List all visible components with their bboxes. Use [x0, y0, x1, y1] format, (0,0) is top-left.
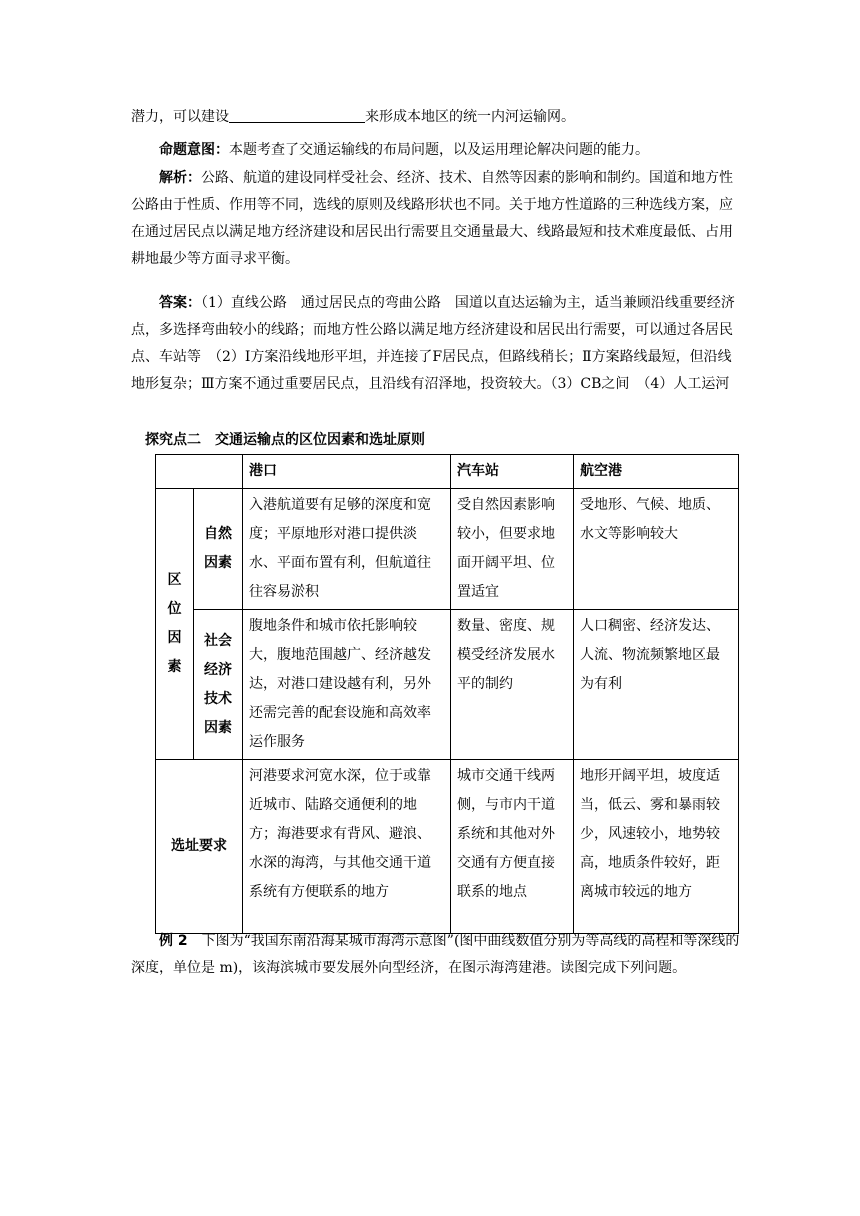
site-airport-cell: 地形开阔平坦，坡度适当，低云、雾和暴雨较少，风速较小，地势较高，地质条件较好，距离城市较远的地方 — [574, 760, 739, 934]
answer-paragraph — [131, 290, 741, 398]
example-paragraph — [131, 928, 741, 982]
example-text: 下图为“我国东南沿海某城市海湾示意图”(图中曲线数值分别为等高线的高程和等深线的深度，单位是 m)，该海滨城市要发展外向型经济，在图示海湾建港。读图完成下列问题。 — [131, 933, 740, 976]
social-port-cell: 腹地条件和城市依托影响较大，腹地范围越广、经济越发达，对港口建设越有利，另外还需完善的配套设施和高效率运作服务 — [243, 610, 451, 760]
natural-bus-cell: 受自然因素影响较小，但要求地面开阔平坦、位置适宜 — [451, 489, 574, 610]
row-label-site: 选址要求 — [156, 760, 243, 934]
site-bus-cell: 城市交通干线两侧，与市内干道系统和其他对外交通有方便直接联系的地点 — [451, 760, 574, 934]
intent-paragraph — [131, 137, 741, 164]
social-label-text: 社会经济技术因素 — [204, 632, 232, 736]
natural-airport-cell: 受地形、气候、地质、水文等影响较大 — [574, 489, 739, 610]
example-label: 例 2 — [159, 933, 188, 949]
analysis-text: 公路、航道的建设同样受社会、经济、技术、自然等因素的影响和制约。国道和地方性公路由于性质、作用等不同，选线的原则及线路形状也不同。关于地方性道路的三种选线方案，应在通过居民点以满足地方经济建设和居民出行需要且交通量最大、线路最短和技术难度最低、占用耕地最少等方面寻求平衡。 — [131, 170, 733, 267]
intro-text-after: 来形成本地区的统一内河运输网。 — [365, 109, 575, 125]
table-row-site — [156, 760, 739, 934]
natural-label-text: 自然因素 — [204, 526, 232, 571]
header-airport: 航空港 — [574, 455, 739, 489]
table-row-social — [156, 610, 739, 760]
intro-text-before: 潜力，可以建设 — [131, 109, 229, 125]
section-title: 探究点二 交通运输点的区位因素和选址原则 — [145, 432, 425, 448]
group-location-label: 区位因素 — [167, 572, 182, 675]
header-bus-station: 汽车站 — [451, 455, 574, 489]
row-label-natural — [194, 489, 243, 610]
answer-text: （1）直线公路 通过居民点的弯曲公路 国道以直达运输为主，适当兼顾沿线重要经济点，多选择弯曲较小的线路；而地方性公路以满足地方经济建设和居民出行需要，可以通过各居民点、车站等 （2）Ⅰ方案沿线地形平坦，并连接了F居民点，但路线稍长；Ⅱ方案路线最短，但沿线地形复杂；Ⅲ方案不通过重要居民点，且沿线有沼泽地，投资较大。（3）CB之间 （4）人工运河 — [131, 295, 735, 392]
answer-label: 答案： — [159, 295, 201, 311]
table-header-row — [156, 455, 739, 489]
analysis-paragraph — [131, 165, 741, 273]
intro-paragraph — [131, 104, 741, 131]
location-factors-table — [155, 454, 739, 934]
group-location-factors — [156, 489, 194, 760]
fill-in-blank — [229, 108, 365, 123]
header-port: 港口 — [243, 455, 451, 489]
intent-text: 本题考查了交通运输线的布局问题，以及运用理论解决问题的能力。 — [229, 142, 649, 158]
natural-port-cell: 入港航道要有足够的深度和宽度；平原地形对港口提供淡水、平面布置有利，但航道往往容易淤积 — [243, 489, 451, 610]
site-port-cell: 河港要求河宽水深，位于或靠近城市、陆路交通便利的地方；海港要求有背风、避浪、水深的海湾，与其他交通干道系统有方便联系的地方 — [243, 760, 451, 934]
analysis-label: 解析： — [159, 170, 201, 186]
header-empty-cell — [156, 455, 243, 489]
social-airport-cell: 人口稠密、经济发达、人流、物流频繁地区最为有利 — [574, 610, 739, 760]
intent-label: 命题意图： — [159, 142, 229, 158]
row-label-social — [194, 610, 243, 760]
table-row-natural — [156, 489, 739, 610]
social-bus-cell: 数量、密度、规模受经济发展水平的制约 — [451, 610, 574, 760]
